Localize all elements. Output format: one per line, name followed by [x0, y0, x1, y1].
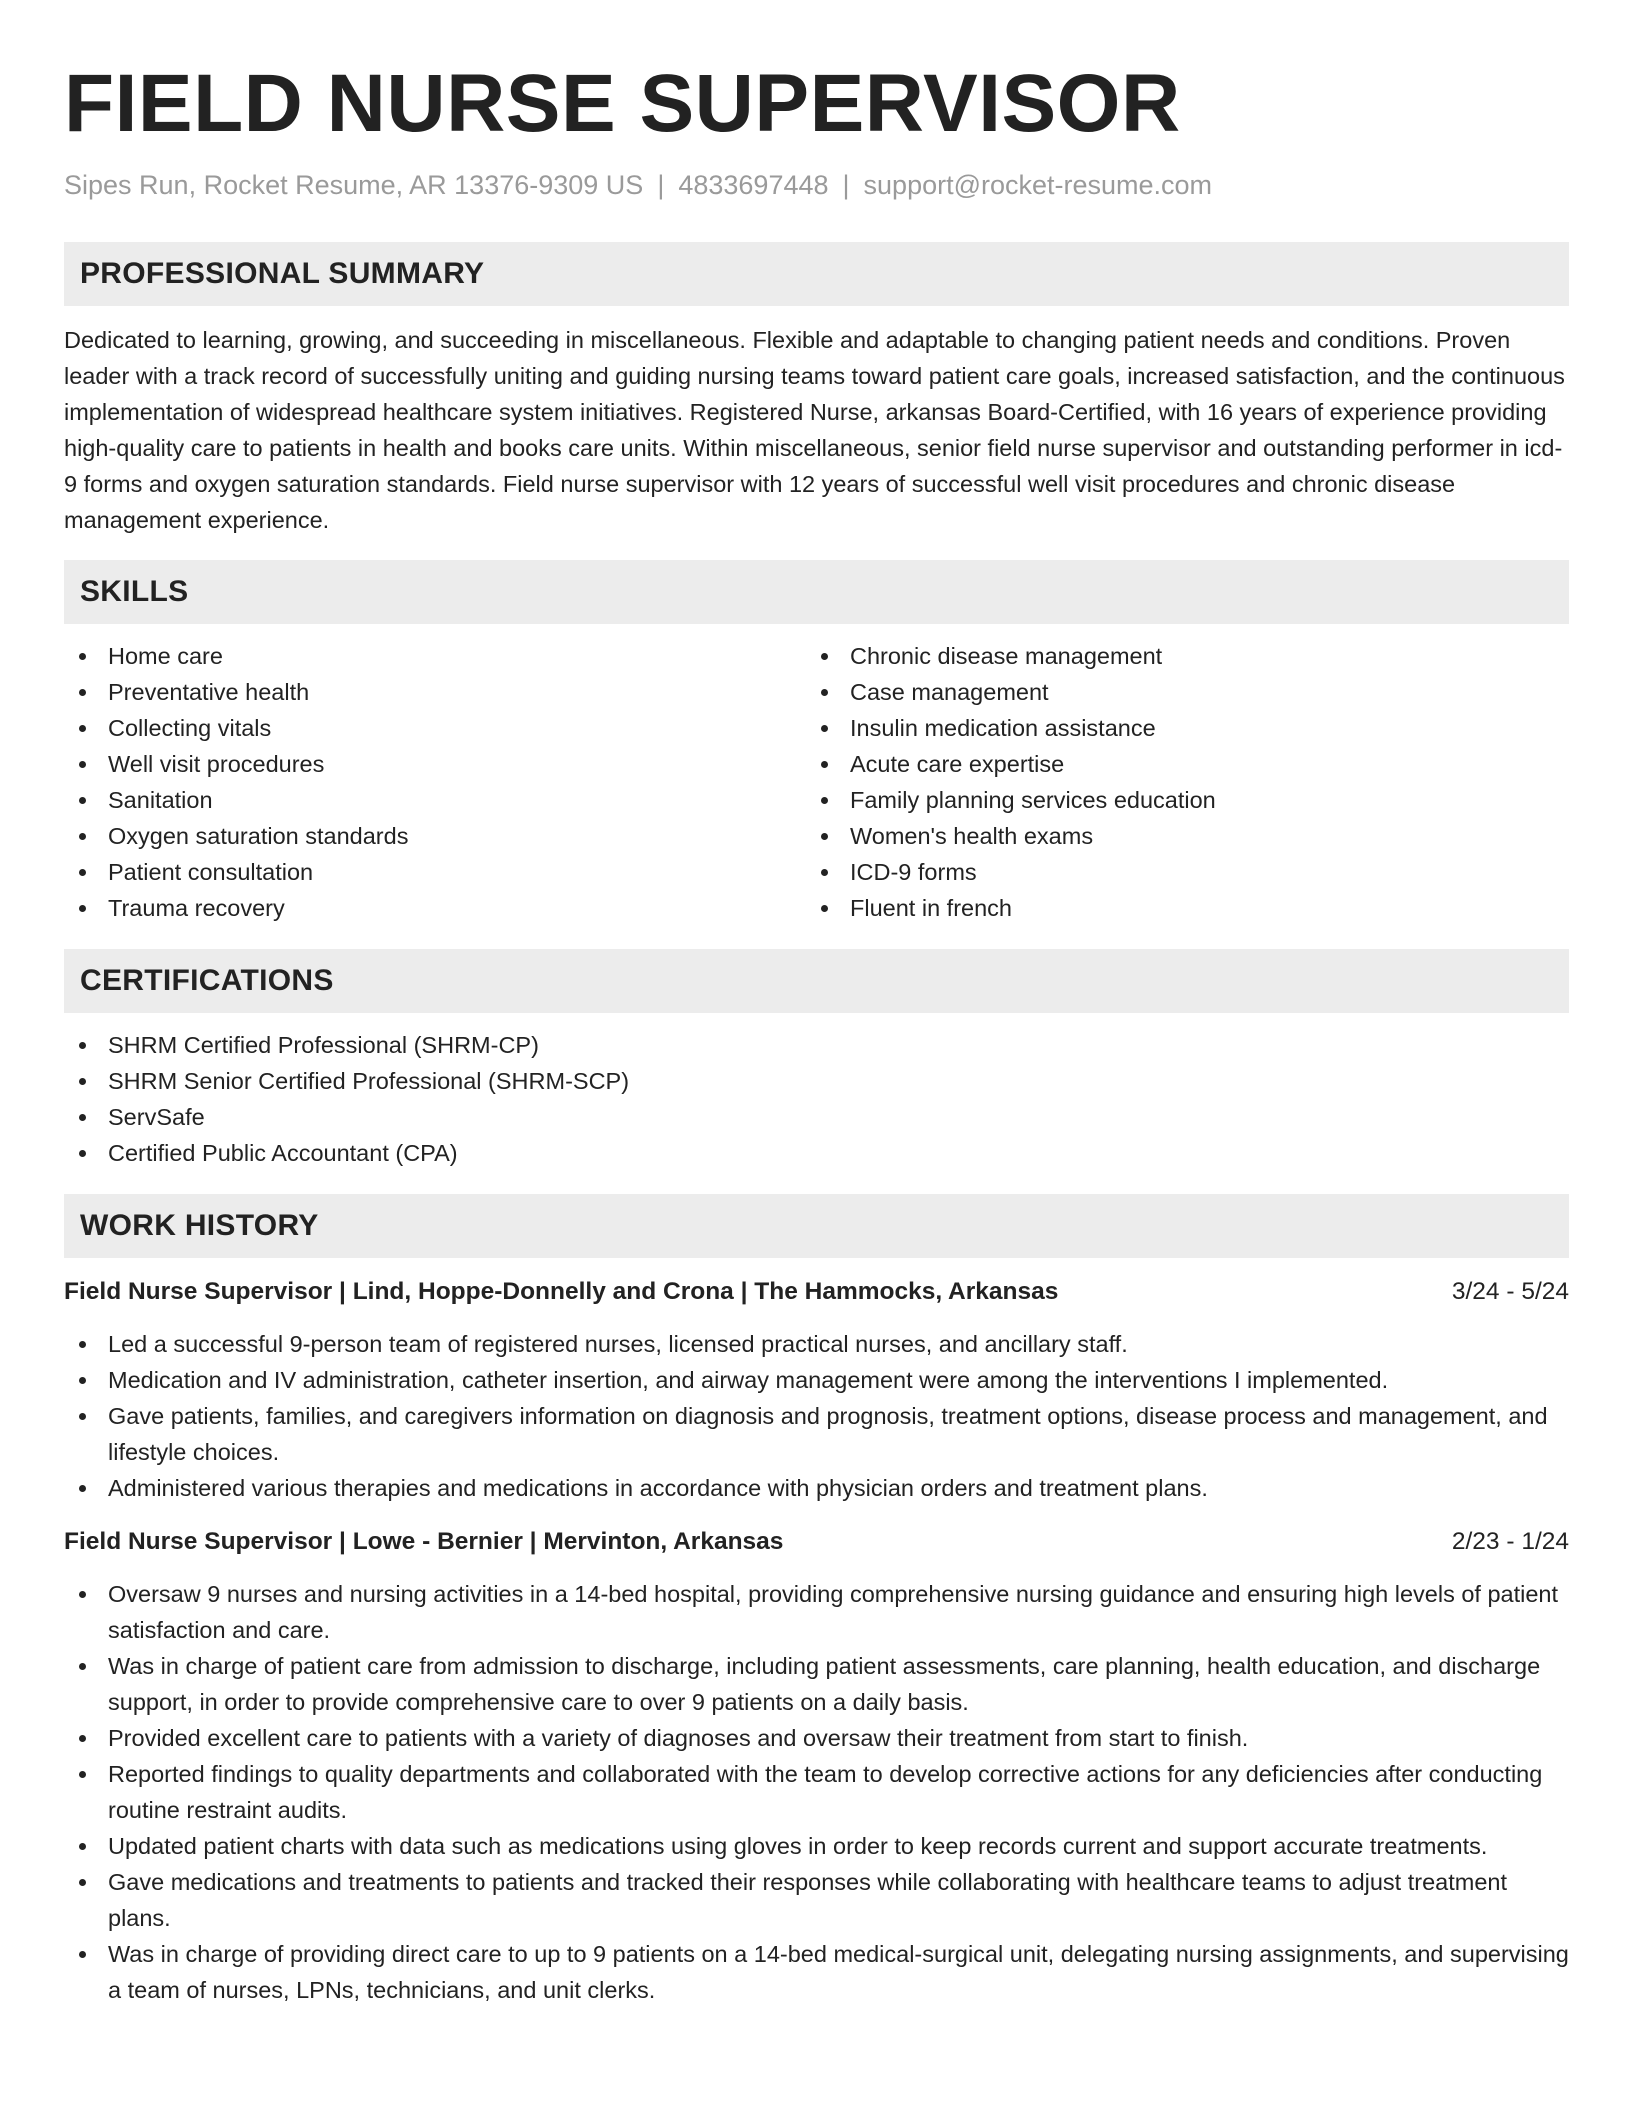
job-header [64, 1524, 1569, 1560]
skill-item: Fluent in french [806, 890, 1548, 926]
skill-item: Family planning services education [806, 782, 1548, 818]
skill-item: Patient consultation [64, 854, 806, 890]
skills-column-right [806, 638, 1548, 926]
job-bullet: Oversaw 9 nurses and nursing activities in a 14-bed hospital, providing comprehensive nursing guidance and ensuring high levels of patient satisfaction and care. [64, 1576, 1569, 1648]
job-bullet: Was in charge of providing direct care to up to 9 patients on a 14-bed medical-surgical unit, delegating nursing assignments, and supervising a team of nurses, LPNs, technicians, and unit clerks. [64, 1936, 1569, 2008]
job-bullets [64, 1576, 1569, 2008]
certifications-list [64, 1027, 1569, 1171]
resume-page [64, 0, 1569, 2008]
skills-list [64, 638, 1569, 926]
job-bullet: Administered various therapies and medications in accordance with physician orders and treatment plans. [64, 1470, 1569, 1506]
certification-item: SHRM Senior Certified Professional (SHRM-SCP) [64, 1063, 1569, 1099]
skill-item: Oxygen saturation standards [64, 818, 806, 854]
job-dates: 2/23 - 1/24 [1451, 1528, 1569, 1555]
job-header [64, 1274, 1569, 1310]
contact-line [64, 168, 1569, 202]
job-heading: Field Nurse Supervisor | Lowe - Bernier | Mervinton, Arkansas [64, 1528, 784, 1555]
skill-item: Insulin medication assistance [806, 710, 1548, 746]
skill-item: Preventative health [64, 674, 806, 710]
job-bullet: Gave patients, families, and caregivers information on diagnosis and prognosis, treatment options, disease process and management, and lifestyle choices. [64, 1398, 1569, 1470]
section-header-certifications: CERTIFICATIONS [64, 949, 1569, 1013]
skill-item: Chronic disease management [806, 638, 1548, 674]
skill-item: Collecting vitals [64, 710, 806, 746]
skill-item: Sanitation [64, 782, 806, 818]
skill-item: Women's health exams [806, 818, 1548, 854]
job-entry [64, 1524, 1569, 2008]
job-bullet: Was in charge of patient care from admission to discharge, including patient assessments, care planning, health education, and discharge support, in order to provide comprehensive care to over 9 patients on a daily basis. [64, 1648, 1569, 1720]
skill-item: Trauma recovery [64, 890, 806, 926]
skill-item: Acute care expertise [806, 746, 1548, 782]
contact-email: support@rocket-resume.com [863, 170, 1213, 200]
section-header-summary: PROFESSIONAL SUMMARY [64, 242, 1569, 306]
job-bullet: Medication and IV administration, catheter insertion, and airway management were among the interventions I implemented. [64, 1362, 1569, 1398]
job-bullet: Updated patient charts with data such as medications using gloves in order to keep records current and support accurate treatments. [64, 1828, 1569, 1864]
candidate-name: FIELD NURSE SUPERVISOR [64, 58, 1181, 149]
summary-text: Dedicated to learning, growing, and succeeding in miscellaneous. Flexible and adaptable to changing patient needs and conditions. Proven leader with a track record of successfully uniting and guiding nursing teams toward patient care goals, increased satisfaction, and the continuous implementation of widespread healthcare system initiatives. Registered Nurse, arkansas Board-Certified, with 16 years of experience providing high-quality care to patients in health and books care units. Within miscellaneous, senior field nurse supervisor and outstanding performer in icd-9 forms and oxygen saturation standards. Field nurse supervisor with 12 years of successful well visit procedures and chronic disease management experience. [64, 327, 1565, 533]
certification-item: SHRM Certified Professional (SHRM-CP) [64, 1027, 1569, 1063]
job-bullet: Gave medications and treatments to patients and tracked their responses while collaborating with healthcare teams to adjust treatment plans. [64, 1864, 1569, 1936]
skill-item: Home care [64, 638, 806, 674]
section-header-skills: SKILLS [64, 560, 1569, 624]
contact-separator: | [842, 170, 850, 200]
job-entry [64, 1274, 1569, 1506]
skills-column-left [64, 638, 806, 926]
certification-item: ServSafe [64, 1099, 1569, 1135]
contact-phone: 4833697448 [678, 170, 829, 200]
certification-item: Certified Public Accountant (CPA) [64, 1135, 1569, 1171]
skill-item: Well visit procedures [64, 746, 806, 782]
skill-item: Case management [806, 674, 1548, 710]
contact-address: Sipes Run, Rocket Resume, AR 13376-9309 US [64, 170, 644, 200]
job-dates: 3/24 - 5/24 [1451, 1278, 1569, 1305]
job-bullet: Reported findings to quality departments and collaborated with the team to develop corrective actions for any deficiencies after conducting routine restraint audits. [64, 1756, 1569, 1828]
job-bullet: Provided excellent care to patients with a variety of diagnoses and oversaw their treatment from start to finish. [64, 1720, 1569, 1756]
contact-separator: | [657, 170, 665, 200]
skill-item: ICD-9 forms [806, 854, 1548, 890]
job-bullets [64, 1326, 1569, 1506]
job-heading: Field Nurse Supervisor | Lind, Hoppe-Donnelly and Crona | The Hammocks, Arkansas [64, 1278, 1059, 1305]
section-header-work-history: WORK HISTORY [64, 1194, 1569, 1258]
job-bullet: Led a successful 9-person team of registered nurses, licensed practical nurses, and ancillary staff. [64, 1326, 1569, 1362]
